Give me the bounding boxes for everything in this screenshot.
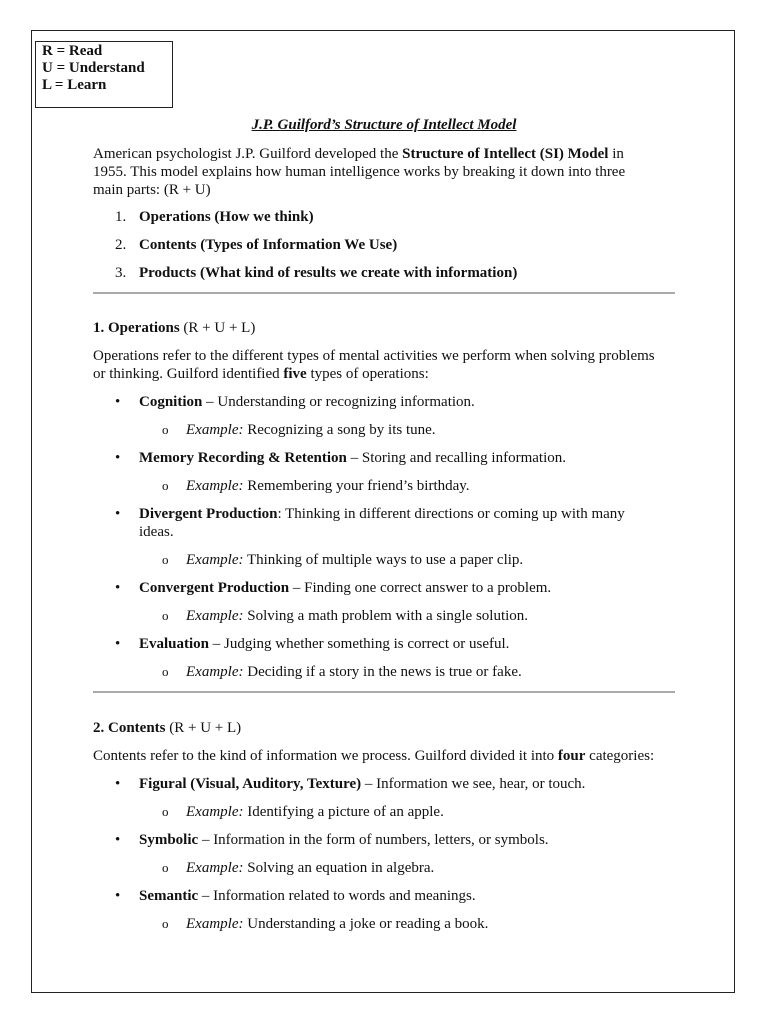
bullet-icon: •: [115, 580, 121, 596]
legend-box: [35, 41, 173, 108]
example-text: Identifying a picture of an apple.: [243, 804, 444, 820]
example-label: Example:: [186, 552, 244, 568]
list-item-operations: Operations (How we think): [139, 209, 314, 225]
contents-intro: [93, 747, 693, 765]
bullet-icon: •: [115, 394, 121, 410]
operation-evaluation: [139, 635, 679, 653]
intro-model-name: Structure of Intellect (SI) Model: [402, 146, 609, 162]
separator: :: [277, 506, 286, 522]
operations-heading-tag: (R + U + L): [179, 320, 256, 336]
contents-heading-tag: (R + U + L): [165, 720, 242, 736]
intro-line-3: main parts: (R + U): [93, 182, 211, 198]
example-label: Example:: [186, 916, 244, 932]
contents-intro-text: Contents refer to the kind of information we process. Guilford divided it into: [93, 748, 558, 764]
separator: –: [361, 776, 377, 792]
operations-intro-line-1: Operations refer to the different types of mental activities we perform when solving problems: [93, 348, 655, 364]
example-label: Example:: [186, 804, 244, 820]
intro-line-2: 1955. This model explains how human intelligence works by breaking it down into three: [93, 164, 626, 180]
example-symbolic: [186, 859, 434, 877]
contents-heading-text: 2. Contents: [93, 720, 166, 736]
description: Judging whether something is correct or useful.: [224, 636, 510, 652]
example-text: Deciding if a story in the news is true or fake.: [243, 664, 522, 680]
example-text: Solving an equation in algebra.: [243, 860, 435, 876]
example-semantic: [186, 915, 488, 933]
list-item-products: Products (What kind of results we create with information): [139, 265, 518, 281]
operations-heading-text: 1. Operations: [93, 320, 180, 336]
example-text: Understanding a joke or reading a book.: [243, 916, 489, 932]
bullet-icon: •: [115, 776, 121, 792]
legend-read: R = Read: [42, 43, 103, 59]
example-text: Solving a math problem with a single solution.: [243, 608, 529, 624]
description: Information we see, hear, or touch.: [376, 776, 586, 792]
list-number: 3.: [115, 265, 127, 281]
list-number: 2.: [115, 237, 127, 253]
intro-paragraph: [93, 145, 683, 199]
description: Storing and recalling information.: [361, 450, 566, 466]
content-semantic: [139, 887, 679, 905]
description-line-2: ideas.: [139, 524, 174, 540]
operation-cognition: [139, 393, 679, 411]
example-figural: [186, 803, 444, 821]
operation-memory: [139, 449, 679, 467]
term: Cognition: [139, 394, 203, 410]
content-figural: [139, 775, 679, 793]
intro-text-post: in: [608, 146, 624, 162]
example-evaluation: [186, 663, 522, 681]
separator: –: [198, 888, 214, 904]
term: Figural (Visual, Auditory, Texture): [139, 776, 362, 792]
bullet-icon: •: [115, 450, 121, 466]
document-title: J.P. Guilford’s Structure of Intellect Model: [251, 117, 517, 133]
operations-intro-line-2: or thinking. Guilford identified: [93, 366, 284, 382]
example-text: Recognizing a song by its tune.: [243, 422, 436, 438]
separator: –: [289, 580, 305, 596]
legend-understand: U = Understand: [42, 60, 145, 76]
operations-count: five: [283, 366, 307, 382]
term: Symbolic: [139, 832, 199, 848]
term: Memory Recording & Retention: [139, 450, 347, 466]
list-number: 1.: [115, 209, 127, 225]
description: Information related to words and meanings.: [213, 888, 476, 904]
list-item-contents: Contents (Types of Information We Use): [139, 237, 398, 253]
operation-divergent: [139, 505, 679, 541]
bullet-icon: •: [115, 506, 121, 522]
example-label: Example:: [186, 860, 244, 876]
example-label: Example:: [186, 478, 244, 494]
contents-heading: [93, 719, 683, 737]
legend-learn: L = Learn: [42, 77, 107, 93]
bullet-icon: •: [115, 832, 121, 848]
example-label: Example:: [186, 664, 244, 680]
section-divider: [93, 691, 675, 693]
separator: –: [346, 450, 362, 466]
contents-count: four: [557, 748, 586, 764]
example-text: Thinking of multiple ways to use a paper clip.: [243, 552, 524, 568]
description: Finding one correct answer to a problem.: [304, 580, 552, 596]
content-symbolic: [139, 831, 679, 849]
description: Information in the form of numbers, letters, or symbols.: [213, 832, 549, 848]
example-memory: [186, 477, 470, 495]
section-divider: [93, 292, 675, 294]
sub-bullet-icon: o: [162, 916, 169, 931]
description: Understanding or recognizing information.: [217, 394, 475, 410]
example-cognition: [186, 421, 436, 439]
example-label: Example:: [186, 608, 244, 624]
contents-intro-post: categories:: [585, 748, 655, 764]
operations-heading: [93, 319, 683, 337]
operations-intro: [93, 347, 683, 383]
term: Evaluation: [139, 636, 210, 652]
example-divergent: [186, 551, 523, 569]
term: Semantic: [139, 888, 199, 904]
separator: –: [202, 394, 218, 410]
separator: –: [198, 832, 214, 848]
sub-bullet-icon: o: [162, 478, 169, 493]
sub-bullet-icon: o: [162, 804, 169, 819]
sub-bullet-icon: o: [162, 608, 169, 623]
bullet-icon: •: [115, 888, 121, 904]
description: Thinking in different directions or coming up with many: [285, 506, 625, 522]
term: Convergent Production: [139, 580, 290, 596]
example-label: Example:: [186, 422, 244, 438]
example-convergent: [186, 607, 528, 625]
separator: –: [209, 636, 225, 652]
sub-bullet-icon: o: [162, 860, 169, 875]
example-text: Remembering your friend’s birthday.: [243, 478, 470, 494]
sub-bullet-icon: o: [162, 664, 169, 679]
bullet-icon: •: [115, 636, 121, 652]
sub-bullet-icon: o: [162, 552, 169, 567]
intro-text: American psychologist J.P. Guilford developed the: [93, 146, 403, 162]
term: Divergent Production: [139, 506, 278, 522]
operations-intro-line-2-post: types of operations:: [306, 366, 429, 382]
operation-convergent: [139, 579, 679, 597]
sub-bullet-icon: o: [162, 422, 169, 437]
